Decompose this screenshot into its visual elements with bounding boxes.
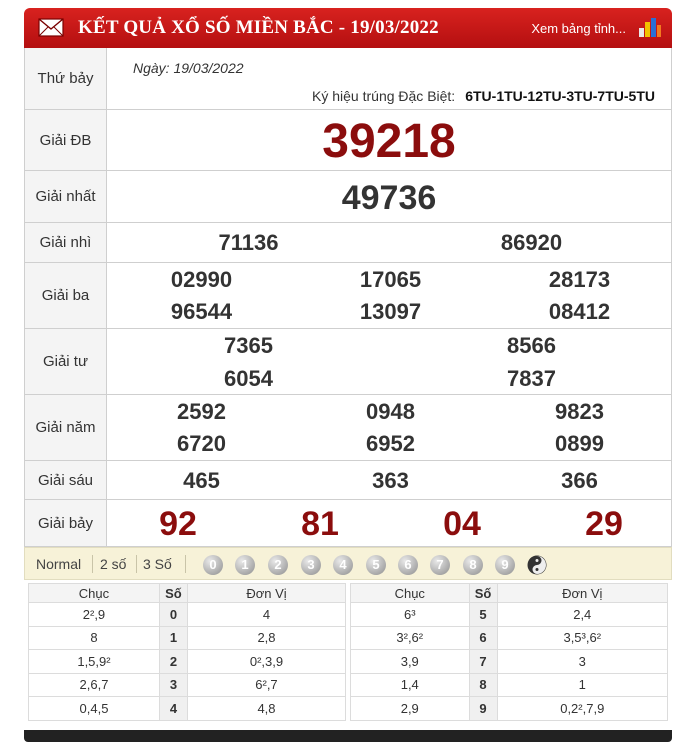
cell-donvi: 0²,3,9 (187, 650, 345, 674)
table-row (29, 603, 346, 627)
prize-number: 6720 (177, 431, 226, 456)
prize-number: 92 (159, 505, 197, 543)
special-prize-number: 39218 (322, 115, 456, 168)
cell-donvi: 6²,7 (187, 673, 345, 697)
cell-chuc: 6³ (351, 603, 470, 627)
prize-number: 366 (561, 468, 598, 493)
digit-ball-2[interactable]: 2 (268, 555, 288, 575)
prize-row-bay (25, 500, 671, 547)
cell-donvi: 2,8 (187, 626, 345, 650)
prize-number: 29 (585, 505, 623, 543)
cell-chuc: 2²,9 (29, 603, 160, 627)
cell-donvi: 3 (497, 650, 667, 674)
prize-number: 0948 (366, 399, 415, 424)
table-row (351, 603, 668, 627)
cell-so: 4 (159, 697, 187, 721)
prize-number: 71136 (218, 230, 279, 255)
prize-number: 81 (301, 505, 339, 543)
cell-so: 1 (159, 626, 187, 650)
special-code (312, 88, 655, 104)
prize-number: 8566 (507, 333, 556, 358)
prize-row-nhi (25, 223, 671, 263)
prize-label: Giải ba (25, 263, 107, 328)
digit-ball-4[interactable]: 4 (333, 555, 353, 575)
cell-so: 6 (469, 626, 497, 650)
prize-number: 9823 (555, 399, 604, 424)
envelope-icon (38, 18, 64, 37)
digit-ball-9[interactable]: 9 (495, 555, 515, 575)
prize-row-ba (25, 263, 671, 329)
cell-chuc: 0,4,5 (29, 697, 160, 721)
cell-chuc: 3,9 (351, 650, 470, 674)
table-row (29, 650, 346, 674)
prize-number: 13097 (359, 299, 422, 324)
digit-ball-8[interactable]: 8 (463, 555, 483, 575)
prize-row-tu (25, 329, 671, 395)
result-header (24, 8, 672, 48)
prize-number: 7837 (507, 366, 556, 391)
divider (185, 555, 186, 573)
prize-number: 49736 (341, 179, 437, 217)
table-row (351, 650, 668, 674)
prize-number: 465 (183, 468, 220, 493)
view-province-table-link[interactable]: Xem bảng tỉnh... (531, 21, 626, 36)
bar-chart-icon[interactable] (638, 16, 662, 38)
prize-number: 17065 (359, 267, 422, 292)
info-row (25, 48, 671, 110)
divider (136, 555, 137, 573)
cell-chuc: 2,6,7 (29, 673, 160, 697)
cell-so: 3 (159, 673, 187, 697)
yin-yang-icon[interactable] (527, 555, 547, 575)
cell-chuc: 1,5,9² (29, 650, 160, 674)
weekday-label: Thứ bảy (25, 48, 107, 109)
prize-number: 363 (372, 468, 409, 493)
prize-number: 0899 (555, 431, 604, 456)
cell-chuc: 8 (29, 626, 160, 650)
panel-footer (24, 730, 672, 742)
prize-label: Giải ĐB (25, 110, 107, 170)
table-row (351, 697, 668, 721)
cell-so: 8 (469, 673, 497, 697)
table-row (29, 673, 346, 697)
result-table (24, 48, 672, 547)
prize-number: 7365 (224, 333, 273, 358)
cell-so: 7 (469, 650, 497, 674)
column-header-donvi: Đơn Vị (497, 584, 667, 603)
column-header-chuc: Chục (29, 584, 160, 603)
cell-chuc: 3²,6² (351, 626, 470, 650)
table-row (351, 626, 668, 650)
digit-ball-0[interactable]: 0 (203, 555, 223, 575)
prize-label: Giải tư (25, 329, 107, 394)
prize-number: 28173 (548, 267, 611, 292)
digit-ball-7[interactable]: 7 (430, 555, 450, 575)
cell-chuc: 2,9 (351, 697, 470, 721)
prize-row-db (25, 110, 671, 171)
lottery-result-panel (24, 0, 672, 746)
column-header-donvi: Đơn Vị (187, 584, 345, 603)
column-header-so: Số (469, 584, 497, 603)
cell-chuc: 1,4 (351, 673, 470, 697)
cell-so: 9 (469, 697, 497, 721)
cell-donvi: 0,2²,7,9 (497, 697, 667, 721)
cell-donvi: 4,8 (187, 697, 345, 721)
digit-ball-5[interactable]: 5 (366, 555, 386, 575)
prize-number: 02990 (170, 267, 233, 292)
draw-date: Ngày: 19/03/2022 (133, 60, 244, 76)
table-row (351, 673, 668, 697)
loto-table-right (350, 583, 668, 721)
special-code-value: 6TU-1TU-12TU-3TU-7TU-5TU (465, 88, 655, 104)
prize-number: 6952 (366, 431, 415, 456)
cell-so: 5 (469, 603, 497, 627)
prize-row-nhat (25, 171, 671, 223)
prize-number: 86920 (500, 230, 563, 255)
prize-label: Giải nhì (25, 223, 107, 262)
cell-donvi: 1 (497, 673, 667, 697)
divider (92, 555, 93, 573)
prize-label: Giải sáu (25, 461, 107, 499)
column-header-so: Số (159, 584, 187, 603)
display-filter-bar (24, 547, 672, 580)
prize-number: 96544 (170, 299, 233, 324)
table-row (29, 697, 346, 721)
cell-donvi: 4 (187, 603, 345, 627)
cell-so: 2 (159, 650, 187, 674)
prize-label: Giải năm (25, 395, 107, 460)
prize-row-sau (25, 461, 671, 500)
filter-normal[interactable]: Normal (36, 556, 82, 572)
prize-row-nam (25, 395, 671, 461)
header-title: KẾT QUẢ XỔ SỐ MIỀN BẮC - 19/03/2022 (78, 17, 439, 38)
digit-ball-3[interactable]: 3 (301, 555, 321, 575)
digit-ball-6[interactable]: 6 (398, 555, 418, 575)
prize-number: 6054 (224, 366, 273, 391)
filter-3-digits[interactable]: 3 Số (143, 556, 172, 572)
cell-donvi: 3,5³,6² (497, 626, 667, 650)
filter-2-digits[interactable]: 2 số (100, 556, 127, 572)
prize-label: Giải nhất (25, 171, 107, 222)
table-row (29, 626, 346, 650)
digit-ball-1[interactable]: 1 (235, 555, 255, 575)
cell-so: 0 (159, 603, 187, 627)
prize-number: 2592 (177, 399, 226, 424)
prize-number: 04 (443, 505, 481, 543)
loto-table-left (28, 583, 346, 721)
cell-donvi: 2,4 (497, 603, 667, 627)
prize-label: Giải bảy (25, 500, 107, 546)
special-code-label: Ký hiệu trúng Đặc Biệt: (312, 88, 456, 104)
prize-number: 08412 (548, 299, 611, 324)
column-header-chuc: Chục (351, 584, 470, 603)
